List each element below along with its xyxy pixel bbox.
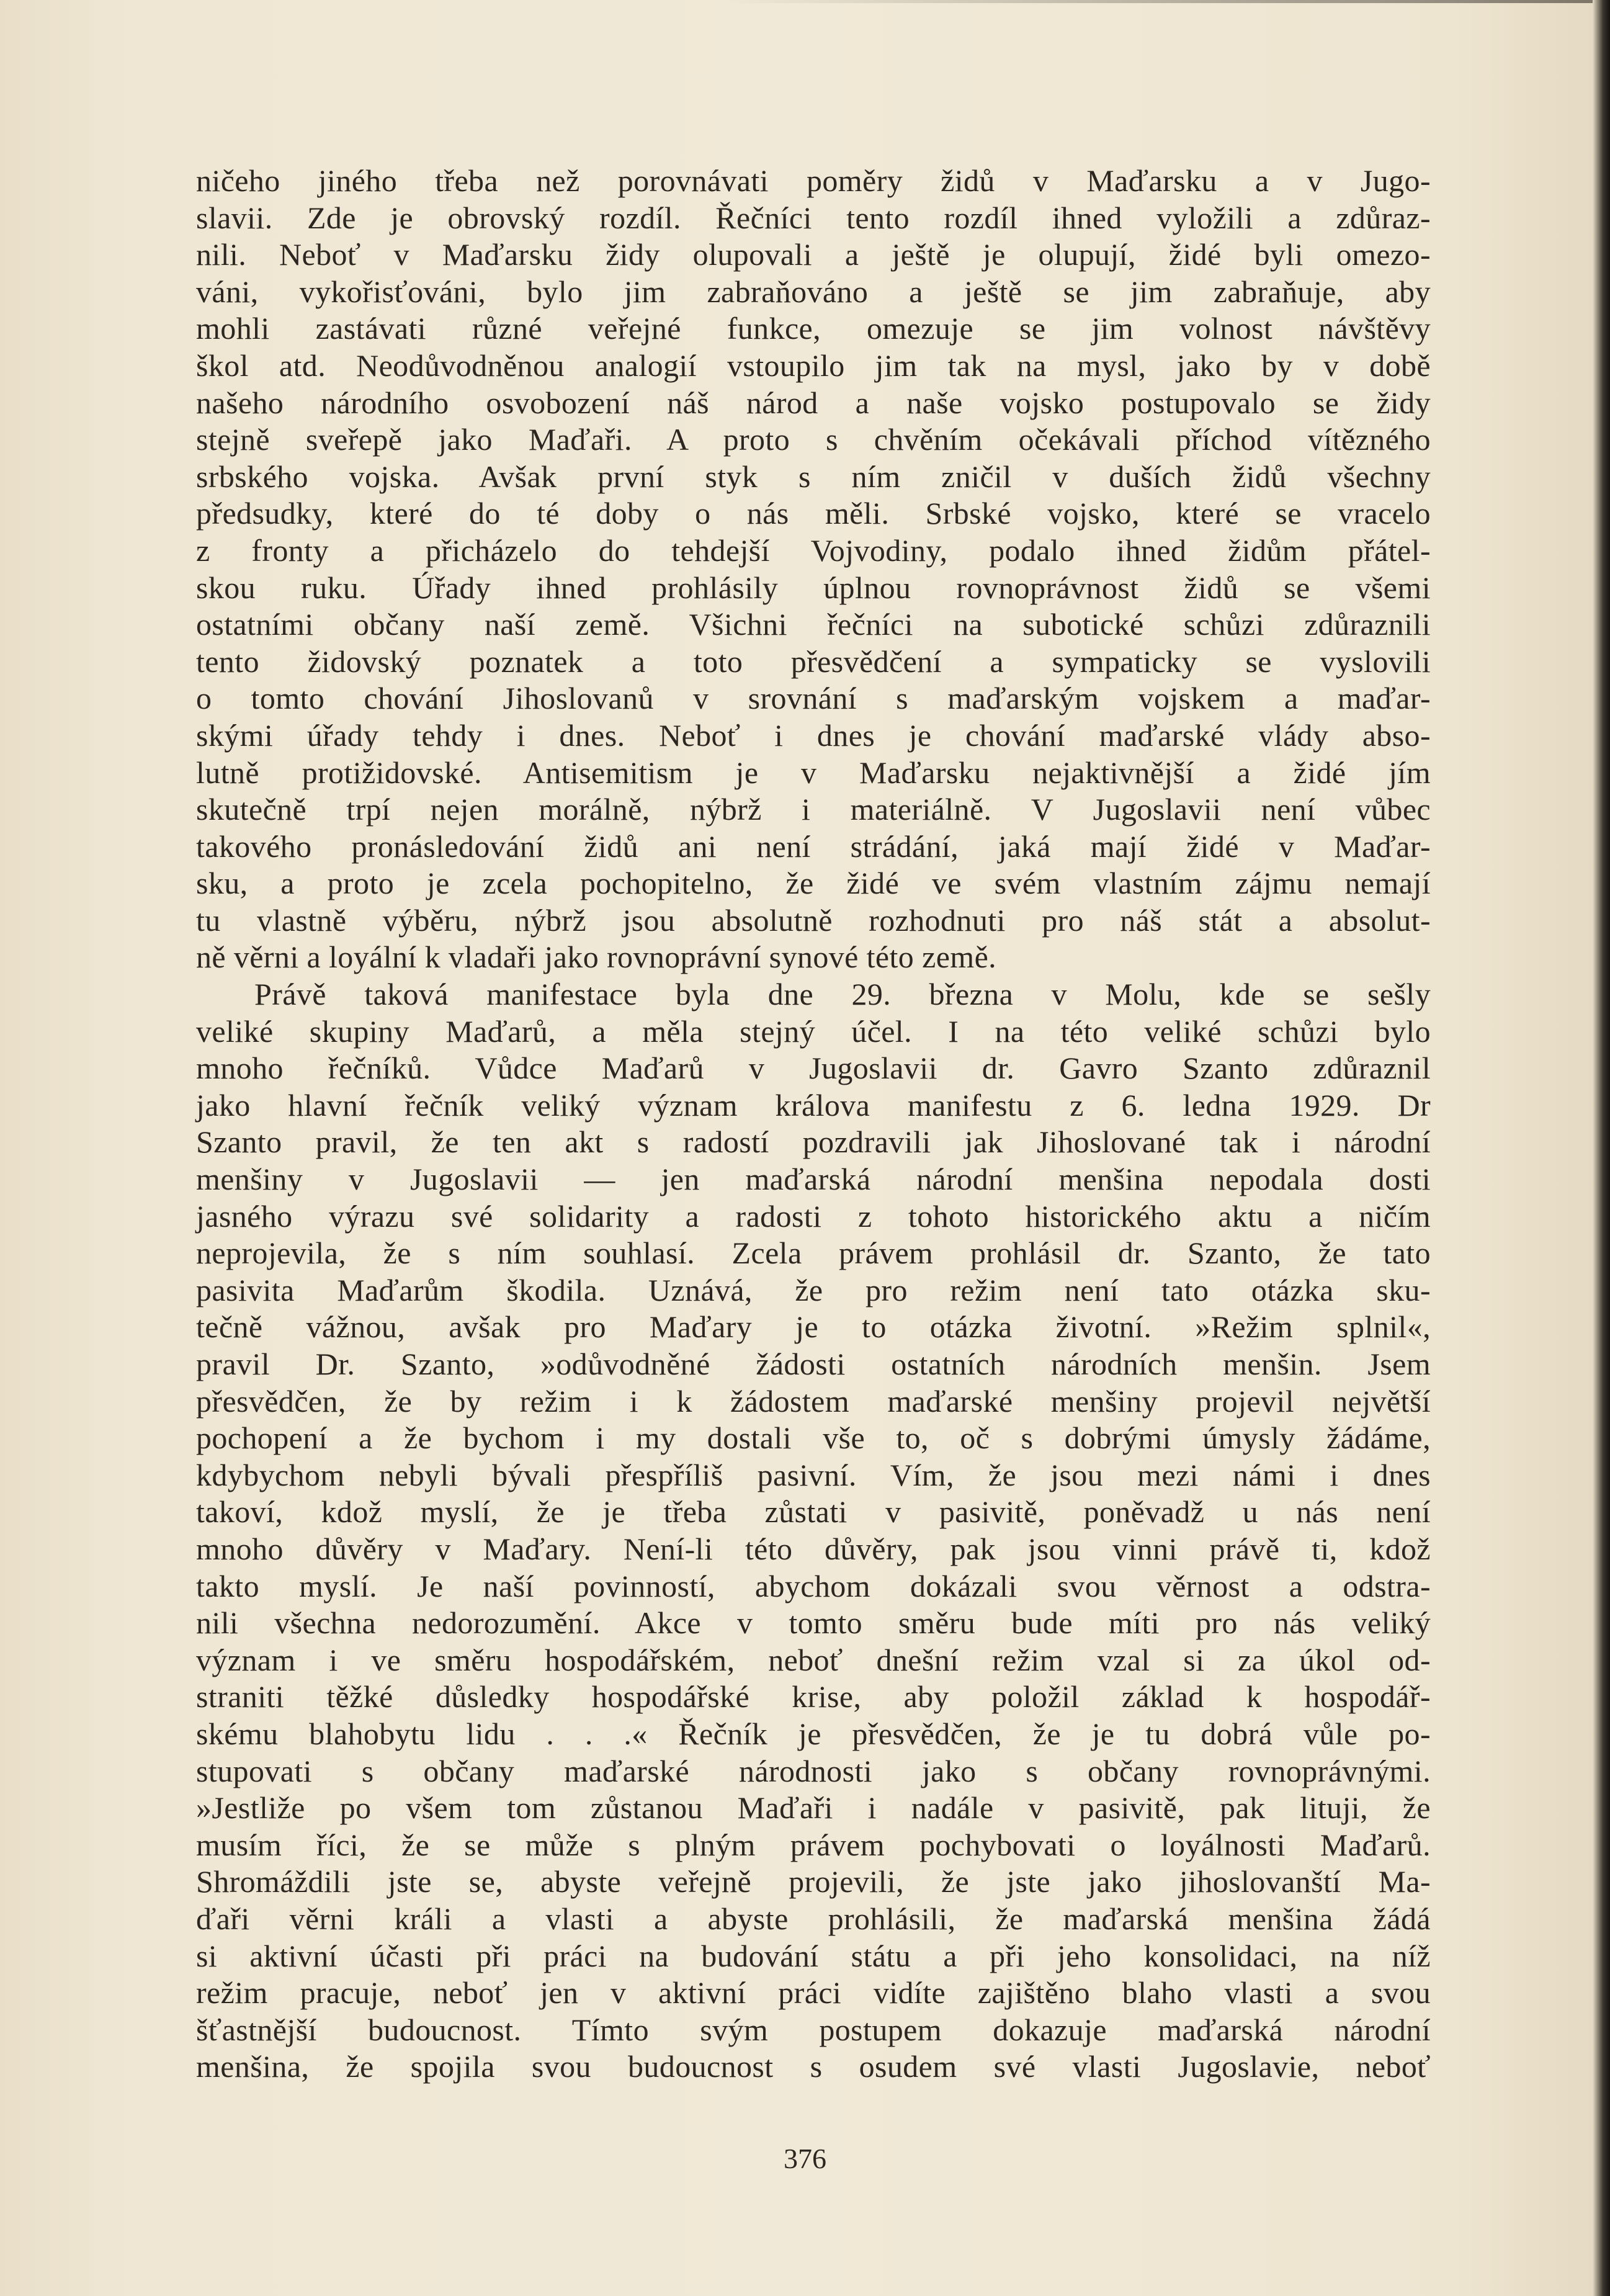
text-line: kdybychom nebyli bývali přespříliš pasivní. Vím, že jsou mezi námi i dnes (196, 1457, 1431, 1492)
text-line: Szanto pravil, že ten akt s radostí pozdravili jak Jihoslované tak i národní (196, 1124, 1431, 1160)
text-line: pochopení a že bychom i my dostali vše to, oč s dobrými úmysly žádáme, (196, 1420, 1431, 1456)
text-line: »Jestliže po všem tom zůstanou Maďaři i nadále v pasivitě, pak lituji, že (196, 1790, 1431, 1826)
text-line: přesvědčen, že by režim i k žádostem maďarské menšiny projevil největší (196, 1383, 1431, 1419)
page-number: 376 (784, 2143, 826, 2174)
text-line: režim pracuje, neboť jen v aktivní práci vidíte zajištěno blaho vlasti a svou (196, 1975, 1431, 2011)
text-line: pravil Dr. Szanto, »odůvodněné žádosti ostatních národních menšin. Jsem (196, 1347, 1431, 1381)
text-line: jako hlavní řečník veliký význam králova manifestu z 6. ledna 1929. Dr (196, 1087, 1431, 1123)
text-line: straniti těžké důsledky hospodářské krise, aby položil základ k hospodář- (196, 1679, 1431, 1715)
text-line: takto myslí. Je naší povinností, abychom dokázali svou věrnost a odstra- (196, 1568, 1431, 1603)
text-line: stejně sveřepě jako Maďaři. A proto s chvěním očekávali příchod vítězného (196, 422, 1431, 457)
text-line: předsudky, které do té doby o nás měli. Srbské vojsko, které se vracelo (196, 496, 1431, 531)
text-line: sku, a proto je zcela pochopitelno, že židé ve svém vlastním zájmu nemají (196, 866, 1431, 901)
text-line: skými úřady tehdy i dnes. Neboť i dnes je chování maďarské vlády abso- (196, 717, 1431, 753)
text-line: musím říci, že se může s plným právem pochybovati o loyálnosti Maďarů. (196, 1827, 1431, 1862)
text-line: srbského vojska. Avšak první styk s ním zničil v duších židů všechny (196, 459, 1431, 494)
text-line: význam i ve směru hospodářském, neboť dnešní režim vzal si za úkol od- (196, 1642, 1431, 1677)
text-line: Shromáždili jste se, abyste veřejně projevili, že jste jako jihoslovanští Ma- (196, 1864, 1431, 1899)
text-line: stupovati s občany maďarské národnosti jako s občany rovnoprávnými. (196, 1753, 1431, 1788)
text-line: o tomto chování Jihoslovanů v srovnání s maďarským vojskem a maďar- (196, 681, 1431, 716)
text-line: neprojevila, že s ním souhlasí. Zcela právem prohlásil dr. Szanto, že tato (196, 1235, 1431, 1271)
text-line: menšiny v Jugoslavii — jen maďarská národní menšina nepodala dosti (196, 1162, 1431, 1197)
body-text (196, 163, 1431, 2086)
text-line: skému blahobytu lidu . . .« Řečník je přesvědčen, že je tu dobrá vůle po- (196, 1716, 1431, 1751)
text-line: mohli zastávati různé veřejné funkce, omezuje se jim volnost návštěvy (196, 311, 1431, 346)
text-line: ničeho jiného třeba než porovnávati poměry židů v Maďarsku a v Jugo- (196, 163, 1431, 198)
text-line: pasivita Maďarům škodila. Uznává, že pro režim není tato otázka sku- (196, 1272, 1431, 1307)
text-line: takového pronásledování židů ani není strádání, jaká mají židé v Maďar- (196, 828, 1431, 864)
text-line: nili všechna nedorozumění. Akce v tomto směru bude míti pro nás veliký (196, 1605, 1431, 1641)
paragraph-end-line: ně věrni a loyální k vladaři jako rovnoprávní synové této země. (196, 939, 997, 975)
text-line: našeho národního osvobození náš národ a naše vojsko postupovalo se židy (196, 385, 1431, 420)
page-gutter-shadow (1593, 0, 1610, 2296)
text-line: jasného výrazu své solidarity a radosti z tohoto historického aktu a ničím (196, 1198, 1431, 1234)
text-line: si aktivní účasti při práci na budování státu a při jeho konsolidaci, na níž (196, 1938, 1431, 1973)
text-line: takoví, kdož myslí, že je třeba zůstati v pasivitě, poněvadž u nás není (196, 1494, 1431, 1530)
top-edge-shadow (724, 0, 1593, 3)
text-line: tu vlastně výběru, nýbrž jsou absolutně rozhodnuti pro náš stát a absolut- (196, 902, 1431, 938)
text-line: váni, vykořisťováni, bylo jim zabraňováno a ještě se jim zabraňuje, aby (196, 274, 1431, 309)
text-line: mnoho důvěry v Maďary. Není-li této důvěry, pak jsou vinni právě ti, kdož (196, 1531, 1431, 1566)
text-line: tečně vážnou, avšak pro Maďary je to otázka životní. »Režim splnil«, (196, 1309, 1431, 1345)
text-line: skutečně trpí nejen morálně, nýbrž i materiálně. V Jugoslavii není vůbec (196, 792, 1431, 827)
text-line: nili. Neboť v Maďarsku židy olupovali a ještě je olupují, židé byli omezo- (196, 237, 1431, 272)
text-line: mnoho řečníků. Vůdce Maďarů v Jugoslavii dr. Gavro Szanto zdůraznil (196, 1051, 1431, 1086)
paragraph-start-line: Právě taková manifestace byla dne 29. března v Molu, kde se sešly (254, 977, 1431, 1012)
text-line: z fronty a přicházelo do tehdejší Vojvodiny, podalo ihned židům přátel- (196, 532, 1431, 568)
text-line: slavii. Zde je obrovský rozdíl. Řečníci tento rozdíl ihned vyložili a zdůraz- (196, 200, 1431, 235)
text-line: veliké skupiny Maďarů, a měla stejný účel. I na této veliké schůzi bylo (196, 1013, 1431, 1049)
text-line: škol atd. Neodůvodněnou analogií vstoupilo jim tak na mysl, jako by v době (196, 348, 1431, 383)
text-line: šťastnější budoucnost. Tímto svým postupem dokazuje maďarská národní (196, 2012, 1431, 2047)
text-line: lutně protižidovské. Antisemitism je v Maďarsku nejaktivnější a židé jím (196, 755, 1431, 790)
text-line: tento židovský poznatek a toto přesvědčení a sympaticky se vyslovili (196, 644, 1431, 679)
text-line: ostatními občany naší země. Všichni řečníci na subotické schůzi zdůraznili (196, 607, 1431, 642)
text-line: menšina, že spojila svou budoucnost s osudem své vlasti Jugoslavie, neboť (196, 2049, 1431, 2084)
text-line: ďaři věrni králi a vlasti a abyste prohlásili, že maďarská menšina žádá (196, 1901, 1431, 1936)
text-line: skou ruku. Úřady ihned prohlásily úplnou rovnoprávnost židů se všemi (196, 570, 1431, 605)
